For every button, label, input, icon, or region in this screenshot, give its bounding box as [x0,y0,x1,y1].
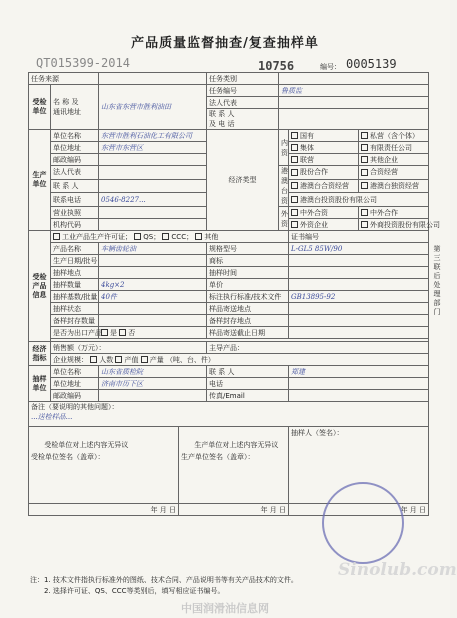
checkbox[interactable] [291,182,298,189]
checkbox[interactable] [162,233,169,240]
label: 单位地址 [51,378,99,390]
label: 营业执照 [51,207,99,219]
label: 机构代码 [51,219,99,231]
sig-producer: 生产单位对上述内容无异议 生产单位签名（盖章）： [181,441,279,461]
hw-name-addr: 山东省东营市胜利油田 [99,85,207,130]
checkbox[interactable] [101,329,108,336]
hw-sampler-addr: 济南市历下区 [99,378,207,390]
checkbox[interactable] [291,144,298,151]
section-product-info: 受检产品信息 [29,231,51,342]
sampling-form-table: 任务来源 任务类别 受检单位 名 称 及 通讯地址 山东省东营市胜利油田 任务编号 鲁质监 法人代表 联 系 人 及 电 话 生产单位 单位名称 东营市胜利石油化工有限公司 经济类型 内资 国有 私营（含个体） 单位地址 东营市东营区 集体 有限责任公司 邮政编码 联营 其他企业 法人代表 港澳台资 股份合作 合资经营 联 系 人 港澳台合资经营 港澳台独资经营 联系电话 0546-8227... 港澳台投资股份有限公司 营业执照 外资 中外合资 中外合作 机构代码 外资企业 外商投资股份有限公司 受检产品信息 工业产品生产许可证； QS； CCC； 其他 证书编号 产品名称 车辆齿轮油 规格型号 L-GL5 85W/90 生产日期/批号 商标 抽样地点 抽样时间 抽样数量 4kg×2 单价 抽样基数/批量 40件 标注执行标准/技术文件 GB13895-92 抽样状态 样品寄送地点 备样封存数量 备样封存地点 是否为出口产品 是 否 样品寄送截止日期 经济指标 销售额（万元）： 主导产品： 企业规模： 人数 产值 产量 （吨、台、件） 抽样单位 单位名称 山东省质检院 联 系 人 郑建 单位地址 济南市历下区 电话 邮政编码 传真/Email 备注（要说明的其他问题）： ...送检样品... 受检单位对上述内容无异议 受检单位签名（盖章）： 生产单位对上述内容无异议 生产单位签名（盖章）： 抽样人（签名）： 年 月 日 年 月 日 年 月 日 [28,72,429,516]
hw-product-name: 车辆齿轮油 [99,243,207,255]
label: 证书编号 [289,231,429,243]
checkbox[interactable] [195,233,202,240]
checkbox[interactable] [361,221,368,228]
label: 产品名称 [51,243,99,255]
label: 联系电话 [51,193,99,207]
form-batch-code: 10756 [258,59,295,73]
label: 是否为出口产品 [51,327,99,339]
hw-remarks: ...送检样品... [31,413,73,421]
form-title: 产品质量监督抽查/复查抽样单 [131,36,319,51]
label: 单位名称 [51,130,99,142]
label: 港澳台资 [279,166,289,207]
hw-spec: L-GL5 85W/90 [289,243,429,255]
label: 单位名称 [51,366,99,378]
label: 生产日期/批号 [51,255,99,267]
hw-sampler-name: 山东省质检院 [99,366,207,378]
label: 任务编号 [207,85,279,97]
form-code: QT015399-2014 [36,56,130,70]
label: 外资 [279,207,289,231]
checkbox[interactable] [361,132,368,139]
checkbox[interactable] [361,169,368,176]
label: 内资 [279,130,289,166]
note-2: 2. 选择许可证、QS、CCC等类别后，填写相应证书编号。 [44,587,225,595]
checkbox[interactable] [361,209,368,216]
copy-label: 第三联 后处理部门 [433,245,441,316]
hw-unit-addr: 东营市东营区 [99,142,207,154]
hw-task-no: 鲁质监 [279,85,429,97]
checkbox[interactable] [361,144,368,151]
label: 法人代表 [51,166,99,180]
label: 法人代表 [207,97,279,109]
checkbox[interactable] [291,169,298,176]
label: 抽样时间 [207,267,289,279]
checkbox[interactable] [361,156,368,163]
sig-sampler: 抽样人（签名）： [291,429,344,437]
label: 邮政编码 [51,154,99,166]
remarks-label: 备注（要说明的其他问题）： [31,403,119,411]
label: 抽样基数/批量 [51,291,99,303]
hw-sampler-contact: 郑建 [289,366,429,378]
label: 电话 [207,378,289,390]
date-2: 年 月 日 [179,504,289,516]
checkbox[interactable] [291,196,298,203]
label: 抽样地点 [51,267,99,279]
label: 抽样数量 [51,279,99,291]
label: 备样封存数量 [51,315,99,327]
label: 名 称 及 通讯地址 [51,85,99,130]
label: 传真/Email [207,390,289,402]
label: 标注执行标准/技术文件 [207,291,289,303]
checkbox[interactable] [291,132,298,139]
hw-qty: 4kg×2 [99,279,207,291]
checkbox[interactable] [361,182,368,189]
label: 样品寄送地点 [207,303,289,315]
hw-standard: GB13895-92 [289,291,429,303]
label: 商标 [207,255,289,267]
label: 规格型号 [207,243,289,255]
section-producer: 生产单位 [29,130,51,231]
hw-unit-name: 东营市胜利石油化工有限公司 [99,130,207,142]
label: 联 系 人 [207,366,289,378]
watermark: Sinolub.com [338,560,457,580]
checkbox[interactable] [134,233,141,240]
label-econ-type: 经济类型 [207,130,279,231]
checkbox[interactable] [119,329,126,336]
sig-inspected: 受检单位对上述内容无异议 受检单位签名（盖章）： [31,441,129,461]
label: 样品寄送截止日期 [207,327,289,339]
date-3: 年 月 日 [289,504,429,516]
section-inspected-unit: 受检单位 [29,85,51,130]
official-seal-stamp [322,482,404,564]
label: 抽样状态 [51,303,99,315]
label: 备样封存地点 [207,315,289,327]
site-footer: 中国润滑油信息网 [181,602,269,615]
serial-number: 0005139 [346,57,397,71]
section-sampler: 抽样单位 [29,366,51,402]
label: 任务类别 [207,73,279,85]
checkbox[interactable] [291,221,298,228]
hw-base: 40件 [99,291,207,303]
label: 任务来源 [29,73,99,85]
hw-phone: 0546-8227... [99,193,207,207]
label: 联 系 人 [51,179,99,193]
date-1: 年 月 日 [29,504,179,516]
checkbox[interactable] [291,156,298,163]
note-1: 注：1. 技术文件指执行标准外的图纸、技术合同、产品说明书等有关产品技术的文件。 [30,576,298,584]
label: 邮政编码 [51,390,99,402]
label: 单位地址 [51,142,99,154]
section-econ: 经济指标 [29,342,51,366]
label: 联 系 人 及 电 话 [207,109,279,130]
checkbox[interactable] [53,233,60,240]
checkbox[interactable] [291,209,298,216]
label: 单价 [207,279,289,291]
serial-label: 编号： [320,63,341,71]
